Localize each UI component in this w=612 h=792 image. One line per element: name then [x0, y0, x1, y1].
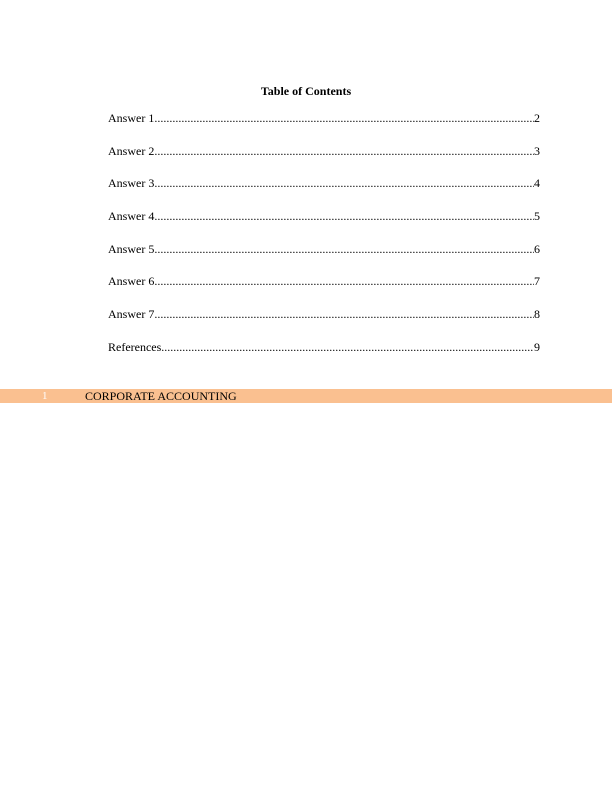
- toc-entry-label: Answer 6: [108, 274, 155, 289]
- toc-entry-label: Answer 7: [108, 307, 155, 322]
- header-page-number: 1: [42, 390, 48, 402]
- toc-entry-label: Answer 1: [108, 111, 155, 125]
- toc-entry-label: Answer 5: [108, 241, 155, 256]
- toc-dot-leader: [154, 176, 534, 190]
- toc-entry-page: 9: [534, 339, 540, 354]
- toc-entry-answer-5[interactable]: [108, 242, 540, 275]
- toc-entry-references[interactable]: [108, 340, 540, 373]
- toc-entry-answer-6[interactable]: [108, 274, 540, 307]
- toc-entry-label: References: [108, 339, 162, 354]
- toc-entry-page: 5: [534, 209, 540, 224]
- toc-title: Table of Contents: [260, 84, 352, 98]
- toc-entry-page: 6: [534, 241, 540, 256]
- toc-entry-page: 4: [534, 176, 540, 191]
- toc-entry-answer-4[interactable]: [108, 209, 540, 242]
- toc-list: [108, 111, 540, 373]
- toc-entry-label: Answer 2: [108, 143, 155, 158]
- toc-entry-answer-7[interactable]: [108, 307, 540, 340]
- running-header-band: [0, 389, 612, 403]
- toc-dot-leader: [154, 242, 534, 256]
- toc-dot-leader: [161, 340, 534, 354]
- toc-entry-answer-3[interactable]: [108, 176, 540, 209]
- toc-dot-leader: [154, 274, 534, 288]
- toc-dot-leader: [154, 209, 534, 223]
- toc-entry-answer-2[interactable]: [108, 144, 540, 177]
- toc-entry-page: 8: [534, 307, 540, 322]
- toc-entry-label: Answer 3: [108, 176, 155, 191]
- toc-dot-leader: [154, 111, 534, 125]
- toc-entry-label: Answer 4: [108, 209, 155, 224]
- toc-entry-page: 7: [534, 274, 540, 289]
- header-title: CORPORATE ACCOUNTING: [85, 389, 237, 403]
- toc-dot-leader: [154, 144, 534, 158]
- toc-entry-page: 2: [534, 111, 540, 125]
- toc-entry-answer-1[interactable]: [108, 111, 540, 144]
- toc-entry-page: 3: [534, 143, 540, 158]
- toc-dot-leader: [154, 307, 534, 321]
